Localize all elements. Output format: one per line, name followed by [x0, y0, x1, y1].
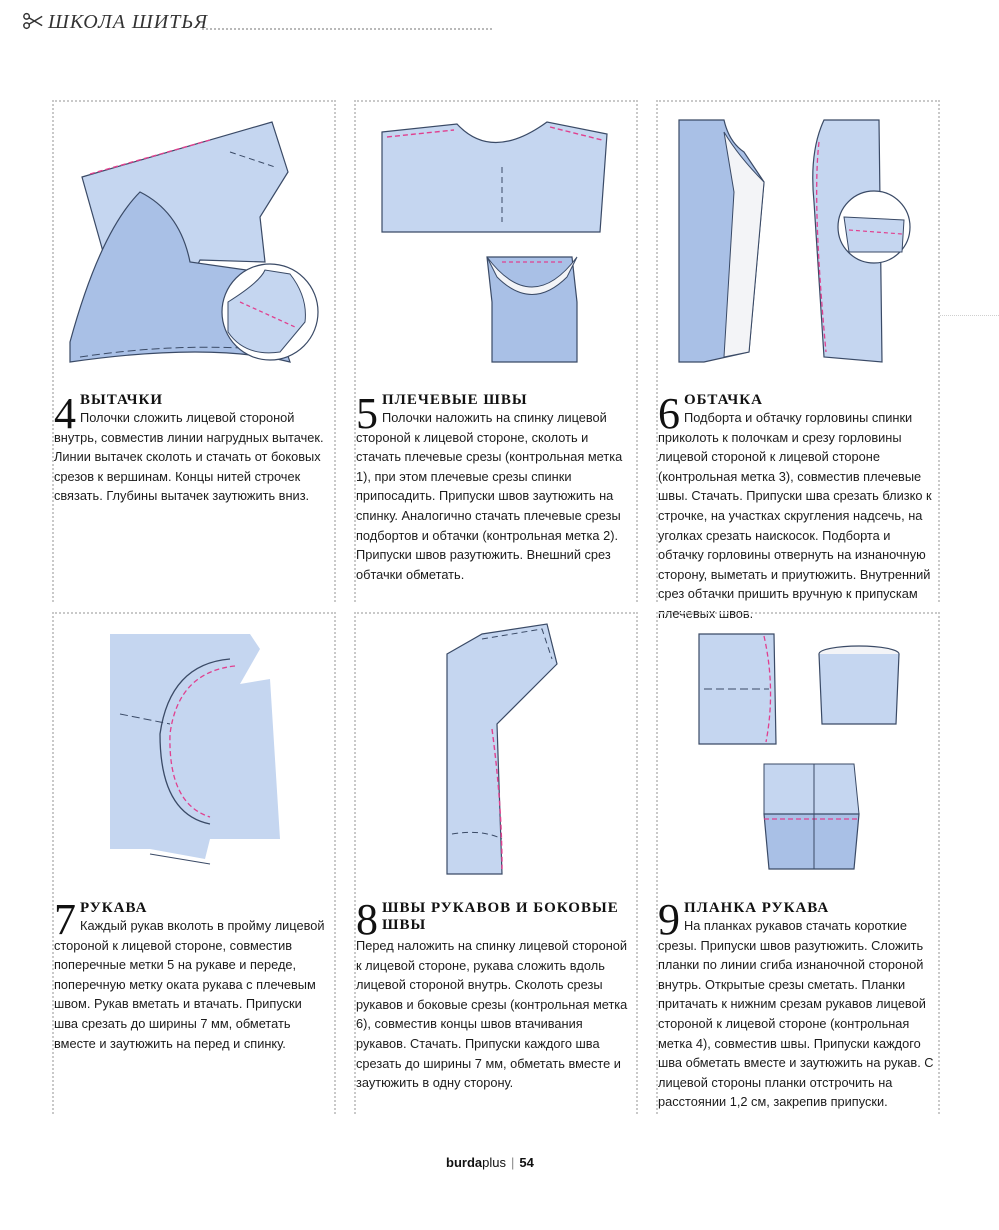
page-footer	[446, 1155, 534, 1170]
step-panel-7	[52, 612, 336, 1114]
step-panel-6	[656, 100, 940, 621]
brand-light: plus	[482, 1155, 506, 1170]
step-panel-4	[52, 100, 336, 602]
step-title-4: ВЫТАЧКИ	[80, 392, 164, 408]
step-panel-5	[354, 100, 638, 602]
figure-side-seams	[362, 622, 630, 900]
step-number-6: 6	[658, 389, 680, 438]
step-text-9: На планках рукавов стачать короткие срезы. Припуски швов разутюжить. Сложить планки по линии сгиба изнаночной стороной внутрь. Открытые срезы сметать. Планки притачать к нижним срезам рукавов лицевой стороной к лицевой стороне (контрольная метка 4), совместив швы. Припуски каждого шва обметать вместе и заутюжить на рукав. С лицевой стороны планки отстрочить на расстоянии 1,2 см, закрепив припуски.	[658, 918, 934, 1110]
figure-shoulder-seams	[362, 110, 630, 388]
scissors-icon	[22, 10, 44, 32]
step-text-6: Подборта и обтачку горловины спинки приколоть к полочкам и срезу горловины лицевой стороной к лицевой стороне (контрольная метка 3), совместив плечевые швы. Стачать. Припуски шва срезать близко к строчке, на участках скругления надсечь, на уголках срезать наискосок. Подборта и обтачку горловины отвернуть на изнаночную сторону, выметать и приутюжить. Внутренний срез обтачки пришить вручную к припускам плечевых швов.	[658, 410, 932, 621]
step-number-8: 8	[356, 895, 378, 944]
step-number-5: 5	[356, 389, 378, 438]
header-rule	[202, 28, 492, 30]
step-text-7: Каждый рукав вколоть в пройму лицевой стороной к лицевой стороне, совместив поперечные метки 5 на рукаве и переде, поперечную метку оката рукава с плечевым швом. Рукав вметать и втачать. Припуски шва срезать до ширины 7 мм, обметать вместе и заутюжить на перед и спинку.	[54, 918, 325, 1051]
step-title-8: ШВЫ РУКАВОВ И БОКОВЫЕ ШВЫ	[382, 900, 619, 933]
decorative-rule	[940, 315, 999, 316]
step-text-4: Полочки сложить лицевой стороной внутрь, совместив линии нагрудных вытачек. Линии вытачек сколоть и стачать от боковых срезов к вершинам. Концы нитей строчек связать. Глубины вытачек заутюжить вниз.	[54, 410, 324, 504]
step-title-9: ПЛАНКА РУКАВА	[684, 900, 830, 916]
page-number: 54	[519, 1155, 534, 1170]
step-number-9: 9	[658, 895, 680, 944]
step-panel-8	[354, 612, 638, 1114]
figure-darts	[60, 110, 328, 388]
step-panel-9	[656, 612, 940, 1114]
section-title: ШКОЛА ШИТЬЯ	[48, 11, 209, 33]
step-text-8: Перед наложить на спинку лицевой стороной к лицевой стороне, рукава сложить вдоль лицевой стороной внутрь. Сколоть срезы рукавов и боковые срезы (контрольная метка 6), совместив концы швов втачивания рукавов. Стачать. Припуски каждого шва срезать до ширины 7 мм, обметать вместе и заутюжить в одну сторону.	[356, 938, 628, 1091]
step-title-7: РУКАВА	[80, 900, 148, 916]
figure-facing	[664, 110, 932, 388]
step-text-5: Полочки наложить на спинку лицевой стороной к лицевой стороне, сколоть и стачать плечевые срезы (контрольная метка 1), при этом плечевые срезы спинки припосадить. Припуски швов заутюжить на спинку. Аналогично стачать плечевые срезы подбортов и обтачки (контрольная метка 2). Припуски швов разутюжить. Внешний срез обтачки обметать.	[356, 410, 623, 582]
step-title-5: ПЛЕЧЕВЫЕ ШВЫ	[382, 392, 528, 408]
section-header	[22, 8, 982, 38]
figure-sleeve-band	[664, 622, 932, 900]
footer-separator: |	[510, 1155, 515, 1170]
step-number-7: 7	[54, 895, 76, 944]
figure-sleeves	[60, 622, 328, 900]
brand-bold: burda	[446, 1155, 483, 1170]
step-title-6: ОБТАЧКА	[684, 392, 763, 408]
step-number-4: 4	[54, 389, 76, 438]
